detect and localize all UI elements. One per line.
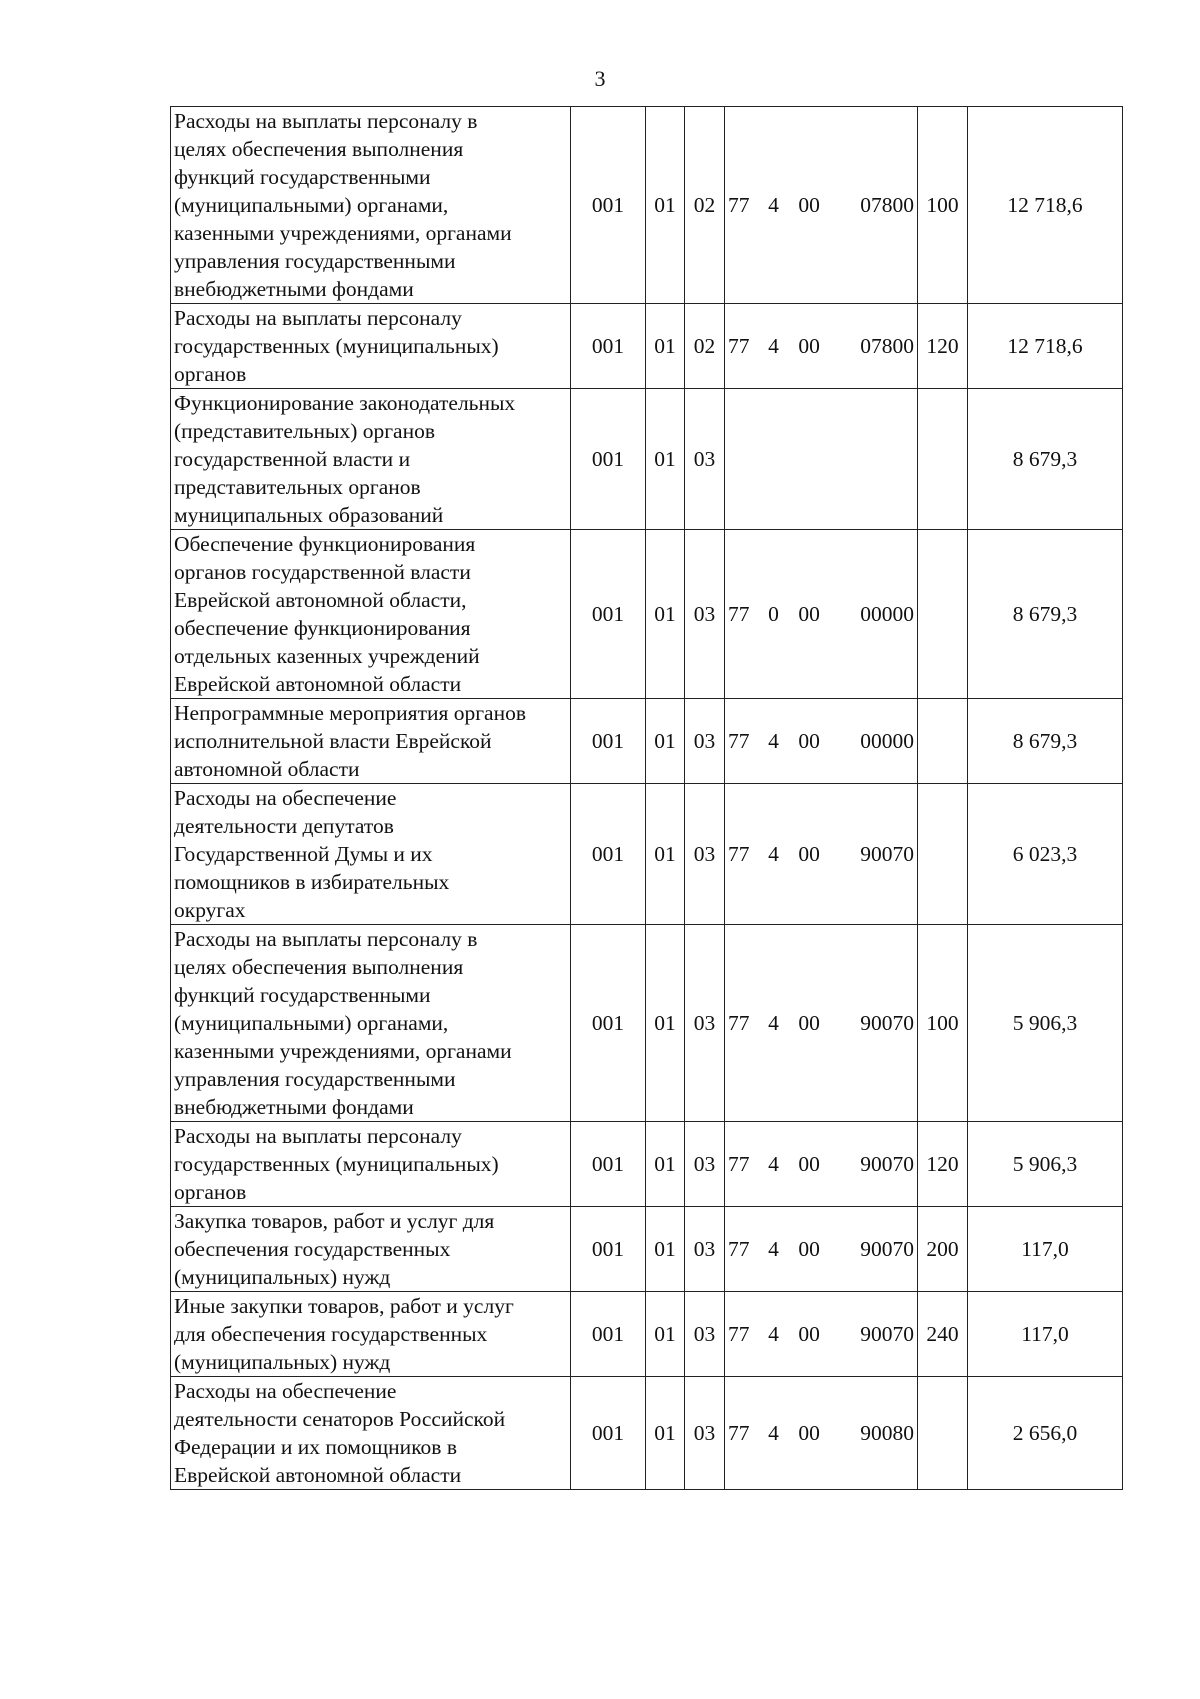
amount-cell: 8 679,3 <box>968 699 1123 784</box>
target-article-cell <box>725 107 918 304</box>
target-article-program: 77 <box>728 729 750 753</box>
ministry-code-cell: 001 <box>571 1377 646 1490</box>
target-article-subprogram: 4 <box>768 1237 779 1261</box>
table-row <box>171 1207 1123 1292</box>
target-article-direction: 90070 <box>860 842 914 866</box>
ministry-code-cell: 001 <box>571 389 646 530</box>
target-article-main-event: 00 <box>798 1237 820 1261</box>
subsection-code-cell: 03 <box>685 784 725 925</box>
table-row <box>171 699 1123 784</box>
target-article-subprogram: 4 <box>768 842 779 866</box>
target-article-cell <box>725 925 918 1122</box>
subsection-code-cell: 03 <box>685 1292 725 1377</box>
page-number: 3 <box>594 66 606 91</box>
subsection-code-cell: 03 <box>685 1377 725 1490</box>
amount-cell: 117,0 <box>968 1207 1123 1292</box>
subsection-code-cell: 03 <box>685 1122 725 1207</box>
target-article-subprogram: 4 <box>768 729 779 753</box>
ministry-code-cell: 001 <box>571 1207 646 1292</box>
target-article-main-event: 00 <box>798 193 820 217</box>
amount-cell: 12 718,6 <box>968 107 1123 304</box>
expense-type-cell: 100 <box>918 107 968 304</box>
table-row <box>171 1292 1123 1377</box>
expense-name-cell: Функционирование законодательных (представительных) органов государственной власти и представительных органов муниципальных образований <box>171 389 571 530</box>
amount-cell: 117,0 <box>968 1292 1123 1377</box>
expense-type-cell: 100 <box>918 925 968 1122</box>
target-article-program: 77 <box>728 1421 750 1445</box>
expense-name-cell: Иные закупки товаров, работ и услуг для обеспечения государственных (муниципальных) нужд <box>171 1292 571 1377</box>
target-article-direction: 07800 <box>860 334 914 358</box>
ministry-code-cell: 001 <box>571 925 646 1122</box>
target-article-program: 77 <box>728 842 750 866</box>
target-article-main-event: 00 <box>798 1421 820 1445</box>
expense-type-cell <box>918 1377 968 1490</box>
amount-cell: 6 023,3 <box>968 784 1123 925</box>
table-row <box>171 1377 1123 1490</box>
amount-cell: 5 906,3 <box>968 925 1123 1122</box>
table-row <box>171 107 1123 304</box>
expense-type-cell: 120 <box>918 304 968 389</box>
target-article-cell <box>725 530 918 699</box>
expense-name-cell: Закупка товаров, работ и услуг для обеспечения государственных (муниципальных) нужд <box>171 1207 571 1292</box>
ministry-code-cell: 001 <box>571 699 646 784</box>
table-row <box>171 389 1123 530</box>
subsection-code-cell: 03 <box>685 530 725 699</box>
target-article-cell <box>725 304 918 389</box>
target-article-direction: 90070 <box>860 1152 914 1176</box>
target-article-cell <box>725 1122 918 1207</box>
target-article-main-event: 00 <box>798 602 820 626</box>
amount-cell: 2 656,0 <box>968 1377 1123 1490</box>
target-article-direction: 90070 <box>860 1011 914 1035</box>
target-article-program: 77 <box>728 1237 750 1261</box>
section-code-cell: 01 <box>646 530 685 699</box>
section-code-cell: 01 <box>646 107 685 304</box>
section-code-cell: 01 <box>646 1292 685 1377</box>
section-code-cell: 01 <box>646 784 685 925</box>
ministry-code-cell: 001 <box>571 304 646 389</box>
target-article-cell <box>725 1377 918 1490</box>
target-article-cell <box>725 699 918 784</box>
subsection-code-cell: 02 <box>685 304 725 389</box>
expense-type-cell: 200 <box>918 1207 968 1292</box>
target-article-subprogram: 4 <box>768 1152 779 1176</box>
target-article-program: 77 <box>728 602 750 626</box>
ministry-code-cell: 001 <box>571 1122 646 1207</box>
subsection-code-cell: 03 <box>685 925 725 1122</box>
section-code-cell: 01 <box>646 1122 685 1207</box>
subsection-code-cell: 03 <box>685 389 725 530</box>
section-code-cell: 01 <box>646 389 685 530</box>
table-row <box>171 925 1123 1122</box>
target-article-program: 77 <box>728 193 750 217</box>
target-article-cell <box>725 1292 918 1377</box>
amount-cell: 8 679,3 <box>968 530 1123 699</box>
target-article-direction: 90070 <box>860 1322 914 1346</box>
expense-type-cell: 120 <box>918 1122 968 1207</box>
target-article-subprogram: 4 <box>768 1421 779 1445</box>
table-row <box>171 1122 1123 1207</box>
budget-table <box>170 106 1123 1490</box>
target-article-direction: 07800 <box>860 193 914 217</box>
target-article-subprogram: 4 <box>768 193 779 217</box>
target-article-cell <box>725 1207 918 1292</box>
target-article-subprogram: 4 <box>768 1011 779 1035</box>
target-article-main-event: 00 <box>798 729 820 753</box>
target-article-program: 77 <box>728 1011 750 1035</box>
section-code-cell: 01 <box>646 1207 685 1292</box>
target-article-program: 77 <box>728 1152 750 1176</box>
expense-name-cell: Непрограммные мероприятия органов исполнительной власти Еврейской автономной области <box>171 699 571 784</box>
table-body <box>171 107 1123 1490</box>
expense-type-cell <box>918 784 968 925</box>
target-article-main-event: 00 <box>798 334 820 358</box>
target-article-direction: 90070 <box>860 1237 914 1261</box>
expense-type-cell <box>918 389 968 530</box>
target-article-direction: 90080 <box>860 1421 914 1445</box>
target-article-subprogram: 4 <box>768 334 779 358</box>
target-article-program: 77 <box>728 334 750 358</box>
target-article-subprogram: 4 <box>768 1322 779 1346</box>
target-article-main-event: 00 <box>798 1322 820 1346</box>
target-article-main-event: 00 <box>798 1011 820 1035</box>
amount-cell: 8 679,3 <box>968 389 1123 530</box>
amount-cell: 5 906,3 <box>968 1122 1123 1207</box>
subsection-code-cell: 02 <box>685 107 725 304</box>
target-article-program: 77 <box>728 1322 750 1346</box>
ministry-code-cell: 001 <box>571 530 646 699</box>
subsection-code-cell: 03 <box>685 1207 725 1292</box>
expense-type-cell: 240 <box>918 1292 968 1377</box>
expense-name-cell: Расходы на выплаты персоналу в целях обеспечения выполнения функций государственными (муниципальными) органами, казенными учреждениями, органами управления государственными внебюджетными фондами <box>171 107 571 304</box>
expense-type-cell <box>918 530 968 699</box>
target-article-main-event: 00 <box>798 842 820 866</box>
table-row <box>171 304 1123 389</box>
table-row <box>171 784 1123 925</box>
target-article-subprogram: 0 <box>768 602 779 626</box>
expense-name-cell: Расходы на обеспечение деятельности сенаторов Российской Федерации и их помощников в Еврейской автономной области <box>171 1377 571 1490</box>
section-code-cell: 01 <box>646 304 685 389</box>
expense-name-cell: Расходы на выплаты персоналу в целях обеспечения выполнения функций государственными (муниципальными) органами, казенными учреждениями, органами управления государственными внебюджетными фондами <box>171 925 571 1122</box>
target-article-direction: 00000 <box>860 729 914 753</box>
expense-name-cell: Обеспечение функционирования органов государственной власти Еврейской автономной области, обеспечение функционирования отдельных казенных учреждений Еврейской автономной области <box>171 530 571 699</box>
target-article-main-event: 00 <box>798 1152 820 1176</box>
amount-cell: 12 718,6 <box>968 304 1123 389</box>
ministry-code-cell: 001 <box>571 784 646 925</box>
section-code-cell: 01 <box>646 699 685 784</box>
expense-name-cell: Расходы на выплаты персоналу государственных (муниципальных) органов <box>171 1122 571 1207</box>
target-article-cell <box>725 389 918 530</box>
section-code-cell: 01 <box>646 1377 685 1490</box>
table-row <box>171 530 1123 699</box>
ministry-code-cell: 001 <box>571 1292 646 1377</box>
section-code-cell: 01 <box>646 925 685 1122</box>
expense-type-cell <box>918 699 968 784</box>
expense-name-cell: Расходы на обеспечение деятельности депутатов Государственной Думы и их помощников в избирательных округах <box>171 784 571 925</box>
expense-name-cell: Расходы на выплаты персоналу государственных (муниципальных) органов <box>171 304 571 389</box>
ministry-code-cell: 001 <box>571 107 646 304</box>
subsection-code-cell: 03 <box>685 699 725 784</box>
target-article-cell <box>725 784 918 925</box>
target-article-direction: 00000 <box>860 602 914 626</box>
